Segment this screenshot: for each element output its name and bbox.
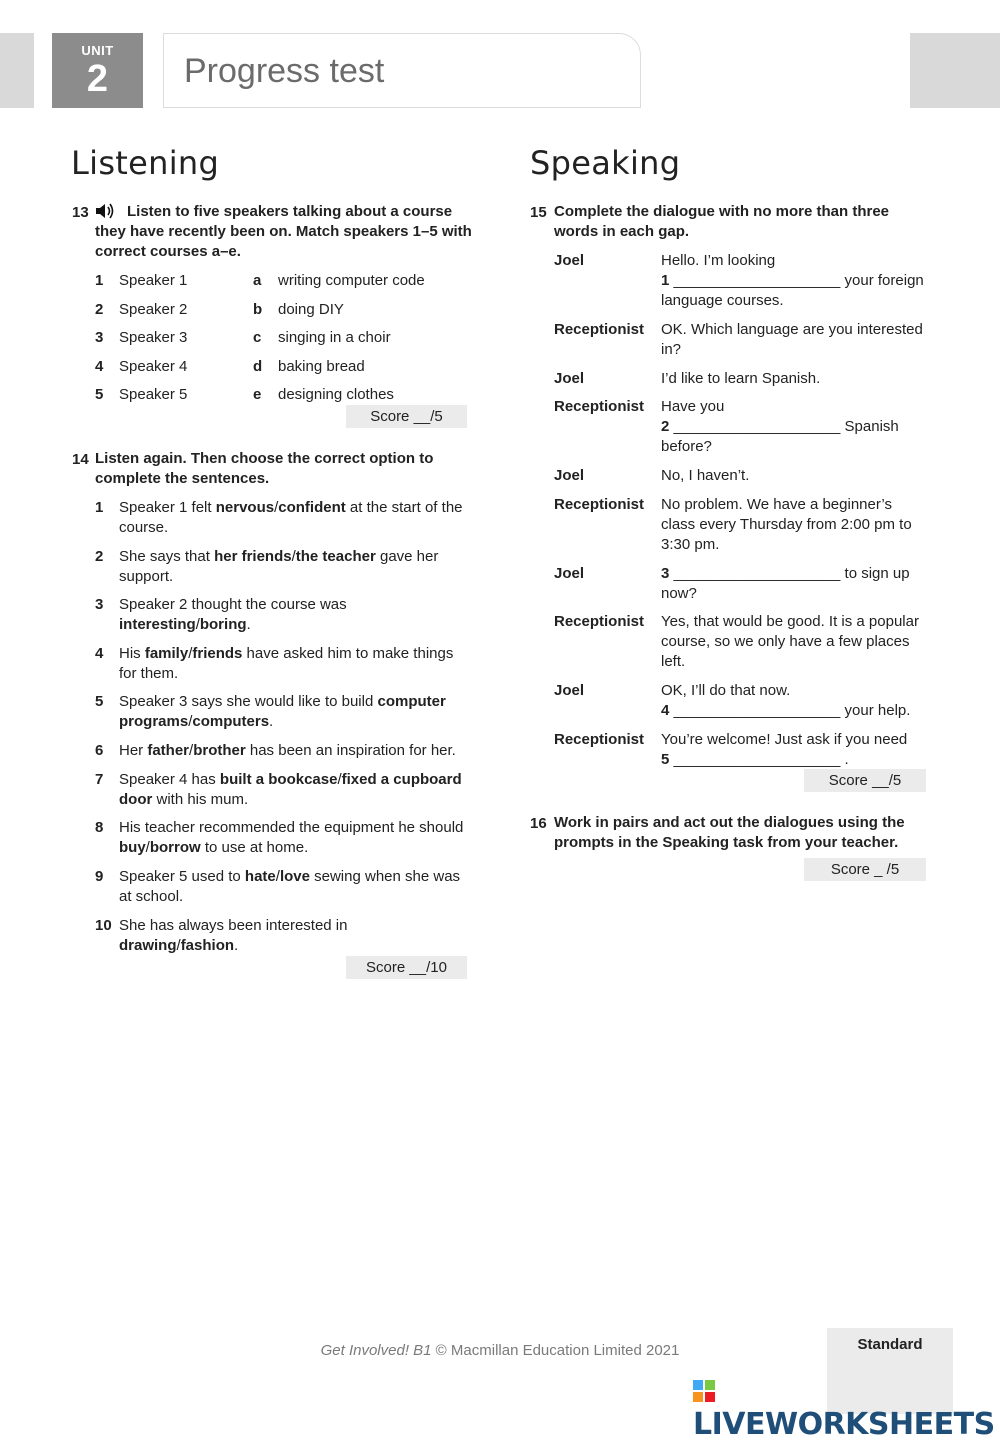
q16-instruction: Work in pairs and act out the dialogues using the prompts in the Speaking task from your teacher. (554, 814, 905, 851)
item-text-line2: course. (119, 519, 169, 536)
dialogue-speaker: Joel (554, 682, 585, 699)
dialogue-text-3: before? (661, 438, 712, 455)
speaker-number: 4 (95, 357, 104, 375)
course-letter: b (253, 300, 263, 318)
speaker-number: 1 (95, 272, 104, 289)
header-left-tab (0, 33, 34, 108)
dialogue-text: I’d like to learn Spanish. (661, 370, 821, 387)
option-2[interactable]: confident (278, 499, 346, 516)
speaker-label: Speaker 1 (119, 272, 188, 289)
item-number: 9 (95, 868, 104, 885)
course-name: singing in a choir (278, 329, 391, 347)
gap-number: 3 (661, 565, 670, 582)
item-text-before: His teacher recommended the equipment he should (119, 819, 464, 836)
course-name: baking bread (278, 357, 365, 375)
dialogue-text: You’re welcome! Just ask if you need (661, 731, 908, 748)
option-1[interactable]: nervous (215, 499, 275, 516)
gap-blank[interactable]: ____________________ (673, 751, 841, 768)
item-number: 10 (95, 917, 112, 934)
liveworksheets-brand: LIVEWORKSHEETS (693, 1407, 995, 1442)
option-1[interactable]: hate (244, 868, 276, 885)
option-1[interactable]: built a bookcase (219, 771, 338, 788)
dialogue-text: Hello. I’m looking (661, 252, 776, 269)
dialogue-text-3: now? (661, 585, 697, 602)
dialogue-line (554, 730, 929, 770)
dialogue-text-after: your foreign (840, 272, 924, 289)
q14-item[interactable]: 2 She says that her friends/the teacher gave her support. (95, 548, 439, 585)
q14-instruction: Listen again. Then choose the correct option to complete the sentences. (95, 450, 434, 487)
level-label: Standard (857, 1336, 923, 1353)
speaker-number: 3 (95, 329, 104, 347)
item-text-before: She says that (119, 548, 215, 565)
dialogue-line (554, 612, 929, 672)
q14-score[interactable]: Score __/10 (346, 956, 467, 979)
dialogue-speaker: Joel (554, 370, 585, 387)
dialogue-text-3: language courses. (661, 292, 784, 309)
speaker-number: 2 (95, 300, 104, 318)
q14-item[interactable]: 9 Speaker 5 used to hate/love sewing when she was at school. (95, 868, 461, 905)
dialogue-text: No, I haven’t. (661, 467, 750, 484)
course-name: doing DIY (278, 300, 344, 318)
q15-score[interactable]: Score __/5 (804, 769, 926, 792)
q13-instruction: Listen to five speakers talking about a course they have recently been on. Match speakers 1–5 with correct courses a–e. (95, 203, 472, 260)
q14-item[interactable]: 6 Her father/brother has been an inspiration for her. (95, 742, 456, 759)
item-text-after: gave her (375, 548, 439, 565)
q14-item[interactable]: 10 She has always been interested in drawing/fashion. (95, 917, 348, 954)
item-text-after: has been an inspiration for her. (245, 742, 456, 759)
item-text-after: . (246, 616, 251, 633)
option-1[interactable]: interesting (119, 616, 196, 633)
item-text-before: Speaker 1 felt (119, 499, 216, 516)
footer-copyright-text: © Macmillan Education Limited 2021 (431, 1342, 680, 1359)
gap-blank[interactable]: ____________________ (673, 272, 841, 289)
speaker-label: Speaker 2 (119, 300, 188, 318)
item-text-after: sewing when she was (309, 868, 461, 885)
q14-item[interactable]: 4 His family/friends have asked him to make things for them. (95, 645, 454, 682)
item-number: 2 (95, 548, 104, 565)
speaker-label: Speaker 5 (119, 386, 188, 404)
item-text-after: . (269, 713, 274, 730)
title-box (163, 33, 641, 108)
item-number: 5 (95, 693, 104, 710)
dialogue-speaker: Receptionist (554, 321, 645, 338)
gap-number: 1 (661, 272, 670, 289)
item-number: 4 (95, 645, 104, 662)
option-2[interactable]: fashion (180, 937, 235, 954)
dialogue-text: OK. Which language are you interested (661, 321, 923, 338)
dialogue-text-after: to sign up (840, 565, 910, 582)
dialogue-text: OK, I’ll do that now. (661, 682, 791, 699)
q14-item[interactable]: 8 His teacher recommended the equipment he should buy/borrow to use at home. (95, 819, 464, 856)
item-number: 7 (95, 771, 104, 788)
option-2[interactable]: fixed a cupboard door (119, 771, 462, 808)
listening-heading: Listening (71, 144, 220, 182)
course-letter: d (253, 357, 263, 375)
page-title: Progress test (184, 52, 385, 90)
speaker-label: Speaker 3 (119, 329, 188, 347)
q14-item[interactable]: 1 Speaker 1 felt nervous/confident at the start of the course. (95, 499, 463, 536)
item-text-before: Speaker 4 has (119, 771, 220, 788)
dialogue-speaker: Joel (554, 565, 585, 582)
option-1[interactable]: computer programs (119, 693, 446, 730)
dialogue-speaker: Receptionist (554, 731, 645, 748)
dialogue-text-3: left. (661, 653, 686, 670)
course-name: writing computer code (278, 272, 425, 289)
gap-blank[interactable]: ____________________ (673, 418, 841, 435)
q13-number: 13 (72, 204, 89, 221)
option-1[interactable]: family (144, 645, 189, 662)
unit-number: 2 (86, 58, 109, 100)
item-text-after: to use at home. (200, 839, 309, 856)
dialogue-line (554, 397, 929, 457)
option-2[interactable]: computers (192, 713, 270, 730)
q13-score[interactable]: Score __/5 (346, 405, 467, 428)
option-1[interactable]: father (147, 742, 190, 759)
option-2[interactable]: love (279, 868, 310, 885)
dialogue-text-after: . (840, 751, 849, 768)
item-number: 8 (95, 819, 104, 836)
q16-number: 16 (530, 815, 547, 832)
dialogue-text-after: Spanish (840, 418, 899, 435)
q16-score[interactable]: Score _ /5 (804, 858, 926, 881)
dialogue-text-2: in? (661, 341, 682, 358)
option-1[interactable]: her friends (214, 548, 292, 565)
q14-item[interactable]: 5 Speaker 3 says she would like to build computer programs/computers. (95, 693, 446, 730)
speaking-heading: Speaking (530, 144, 681, 182)
footer-book-title: Get Involved! B1 (320, 1342, 432, 1359)
gap-blank[interactable]: ____________________ (673, 702, 841, 719)
option-2[interactable]: borrow (149, 839, 201, 856)
course-letter: c (253, 329, 262, 347)
q14-number: 14 (72, 451, 89, 468)
option-2[interactable]: friends (192, 645, 243, 662)
item-text-after: at the start of the (345, 499, 463, 516)
item-text-line2: for them. (119, 665, 179, 682)
q15-number: 15 (530, 204, 547, 221)
dialogue-speaker: Receptionist (554, 496, 645, 513)
q14-item[interactable]: 7 Speaker 4 has built a bookcase/fixed a cupboard door with his mum. (95, 771, 462, 808)
speaker-label: Speaker 4 (119, 357, 188, 375)
dialogue-line (554, 564, 929, 604)
liveworksheets-icon (693, 1380, 715, 1402)
gap-number: 5 (661, 751, 670, 768)
dialogue-line (554, 681, 929, 721)
dialogue-text: Yes, that would be good. It is a popular (661, 613, 919, 630)
speaker-number: 5 (95, 386, 104, 404)
unit-label: UNIT (81, 43, 114, 58)
gap-blank[interactable]: ____________________ (673, 565, 841, 582)
item-text-before: His (119, 645, 145, 662)
item-text-line2: support. (119, 568, 174, 585)
course-letter: e (253, 386, 262, 404)
item-number: 3 (95, 596, 104, 613)
gap-number: 2 (661, 418, 670, 435)
item-number: 6 (95, 742, 104, 759)
course-letter: a (253, 272, 262, 289)
item-text-line2: at school. (119, 888, 184, 905)
dialogue-speaker: Receptionist (554, 398, 645, 415)
q15-instruction: Complete the dialogue with no more than three words in each gap. (554, 203, 890, 240)
item-text-before: Her (119, 742, 148, 759)
item-text-before: Speaker 5 used to (119, 868, 245, 885)
dialogue-speaker: Joel (554, 467, 585, 484)
dialogue-text-2: class every Thursday from 2:00 pm to (661, 516, 912, 533)
item-text-after: with his mum. (152, 791, 249, 808)
dialogue-text-3: 3:30 pm. (661, 536, 720, 553)
dialogue-line (554, 369, 929, 389)
option-2[interactable]: brother (193, 742, 246, 759)
item-text-before: Speaker 2 thought the course was (119, 596, 347, 613)
dialogue-speaker: Receptionist (554, 613, 645, 630)
option-1[interactable]: buy (119, 839, 146, 856)
unit-badge (52, 33, 143, 108)
course-name: designing clothes (278, 386, 394, 404)
dialogue-speaker: Joel (554, 252, 585, 269)
dialogue-text-2: course, so we only have a few places (661, 633, 910, 650)
item-number: 1 (95, 499, 104, 516)
item-text-before: She has always been interested in (119, 917, 348, 934)
dialogue-line (554, 466, 929, 486)
dialogue-text: No problem. We have a beginner’s (661, 496, 892, 513)
dialogue-line (554, 495, 929, 555)
q14-item[interactable]: 3 Speaker 2 thought the course was interesting/boring. (95, 596, 347, 633)
dialogue-line (554, 251, 929, 311)
liveworksheets-logo[interactable] (693, 1372, 1000, 1442)
option-1[interactable]: drawing (119, 937, 177, 954)
dialogue-text-after: your help. (840, 702, 911, 719)
gap-number: 4 (661, 702, 670, 719)
item-text-before: Speaker 3 says she would like to build (119, 693, 378, 710)
item-text-after: have asked him to make things (242, 645, 454, 662)
item-text-after: . (234, 937, 239, 954)
dialogue-text: Have you (661, 398, 725, 415)
option-2[interactable]: the teacher (295, 548, 376, 565)
header-right-tab (910, 33, 1000, 108)
option-2[interactable]: boring (199, 616, 247, 633)
dialogue-line (554, 320, 929, 360)
